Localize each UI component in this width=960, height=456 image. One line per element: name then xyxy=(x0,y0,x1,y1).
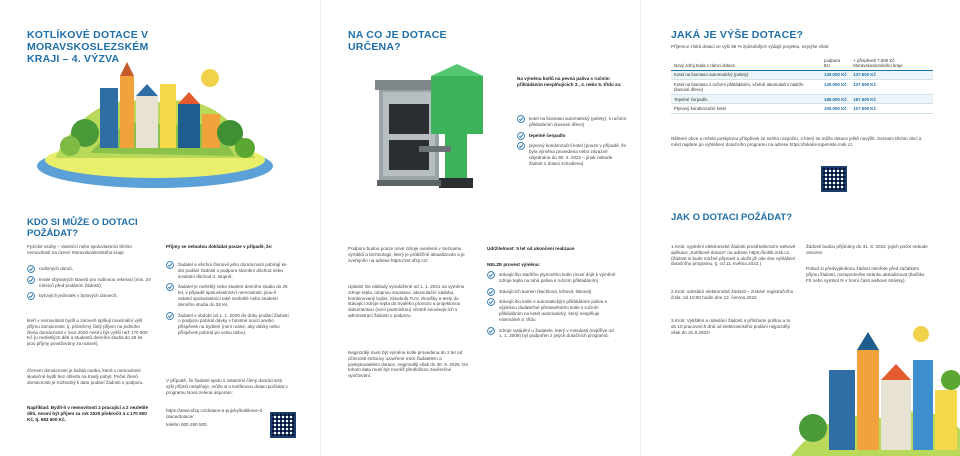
step-3: 3.Krok: Vytištění a odeslání žádosti s přílohami poštou a to do 10 pracovních dnů od elektronického podání nejpozději však do 31.8.2022! xyxy=(671,318,791,335)
leaflet-title: KOTLÍKOVÉ DOTACE V MORAVSKOSLEZSKÉM KRAJI – 4. VÝZVA xyxy=(27,29,149,65)
panel-amount xyxy=(640,0,960,456)
check-icon xyxy=(27,265,35,273)
income-phone: telefon 800 260 500. xyxy=(166,422,208,427)
list-item: plynový kondenzační kotel (pouze v případě, že byla výměna provedena nebo závazně objednána do 30. 4. 2022 – jinak nebude žádost o dotaci schválena) xyxy=(517,143,627,166)
purpose-title: NA CO JE DOTACE URČENA? xyxy=(348,29,447,53)
who-income-text: kteří v nemovitosti bydlí a zároveň splňují maximální výši příjmu domácnosti, tj. průměrný čistý příjem na jednoho člena domácnosti v roce 2020 nesmí být vyšší než 170 900 Kč (u nezletilých dětí a studentů denního studia do 26 let jsou příjmy považovány za nulové). xyxy=(27,318,148,347)
who-household-text: Členem domácnosti je každá osoba, která v nemovitosti skutečně bydlí bez ohledu na trvalý pobyt. Počet členů domácnosti je rozhodný k datu podání žádosti o podporu. xyxy=(27,368,144,385)
check-icon xyxy=(487,298,495,306)
step-1: 1.Krok: vyplnění elektronické žádosti prostřednictvím webové aplikace „Kotlíkové dotace“ na adrese https://kotlik.msk.cz. (Žádost si bude možné připravit a uložit již ode dne vyhlášení dotačního programu, tj. od 11. května 2022.) xyxy=(671,244,796,267)
purpose-list xyxy=(517,116,627,172)
income-link[interactable]: https://www.sfzp.cz/dotace-a-pujcky/kotlikove-dotace/dotace/ xyxy=(166,408,262,419)
check-icon xyxy=(487,288,495,296)
who-title: KDO SI MŮŽE O DOTACI POŽÁDAT? xyxy=(27,217,138,239)
table-row: Tepelné čerpadlo 180.000 Kč 187.500 Kč xyxy=(671,95,933,104)
list-item: rodinných domů, xyxy=(27,266,152,272)
check-icon xyxy=(487,271,495,279)
list-item: bytových jednotek v bytových domech, xyxy=(27,293,152,299)
who-intro: Fyzické osoby – vlastníci nebo spoluvlastníci těchto nemovitostí na území Moravskoslezského kraje: xyxy=(27,244,132,255)
forbidden-list xyxy=(487,272,617,344)
income-list xyxy=(166,262,291,341)
check-icon xyxy=(487,327,495,335)
income-title: Příjmy se nebudou dokládat pouze v případě, že: xyxy=(166,244,273,249)
amount-title: JAKÁ JE VÝŠE DOTACE? xyxy=(671,29,804,41)
table-row: Kotel na biomasu automatický (pelety) 130.000 Kč 137.500 Kč xyxy=(671,70,933,79)
purpose-intro: Na výměnu kotlů na pevná paliva s ručním přikládáním nesplňujících 3., 4. nebo 5. třídu za: xyxy=(517,76,622,87)
town-illustration xyxy=(791,310,960,456)
deadline-text: Nejpozději musí být výměna kotle provedena do 2 let od účinnosti smlouvy uzavřené mezi žadatelem a poskytovatelem dotace, nejpozději však do 30. 9. 2025. Do tohoto data musí být rovněž předloženo závěrečné vyúčtování. xyxy=(348,350,469,379)
municipality-note: Některé obce a města poskytnou příspěvek ze svého rozpočtu, o který se může dotace ještě navýšit. Seznam těchto obcí a měst najdete po vyhlášení dotačního programu na adrese https://lokalni-topeniste.msk.cz. xyxy=(671,136,922,147)
village-illustration xyxy=(30,48,280,188)
example-text: Například: Bydlí-li v nemovitosti 2 pracující a 2 nezletilé děti, nesmí být příjem za rok 2020 překročit 4 x 170 900 Kč, tj. 683 600 Kč. xyxy=(27,405,149,422)
step-note-1: Žádosti budou přijímány do 31. 8. 2022, jejich počet nebude omezen. xyxy=(806,244,928,255)
list-item: stávajícího kotle s automatickým přikládáním paliva s výjimkou dodatečné přestavěného kotle s ručním přikládáním na kotel automatický, který nesplňuje minimálně 3. třídu xyxy=(487,299,617,322)
check-icon xyxy=(166,283,174,291)
list-item: žadatel a všichni členové jeho domácnosti pobírají ke dni podání žádosti o podporu starobní důchod nebo invalidní důchod 3. stupně, xyxy=(166,262,291,279)
step-2: 2.Krok: odeslání elektronické žádosti – získání registračního čísla: od 10:00 hodin dne 13. června 2022. xyxy=(671,289,794,300)
check-icon xyxy=(517,115,525,123)
list-item: trvale obývaných staveb pro rodinnou rekreaci (min. 24 měsíců před podáním žádosti), xyxy=(27,277,152,289)
list-item: žadatel je nezletilý nebo student denního studia do 26 let, v případě spoluvlastnictví nemovitosti, jsou-li ostatní spoluvlastníci také nezletilé nebo studenti denního studia do 26 let, xyxy=(166,284,291,307)
panel-purpose xyxy=(320,0,640,456)
table-header: Nový zdroj tepla v rámci dotace podpora EU + příspěvek 7.500 Kč Moravskoslezského kraje xyxy=(671,56,933,70)
qr-code xyxy=(821,166,847,192)
amount-table xyxy=(671,56,933,114)
list-item: zdroje vytápění u žadatele, který v minulosti (nejdříve od 1. 1. 2009) byl podpořen z jiných dotačních programů. xyxy=(487,328,617,340)
amount-intro: Příjemce získá dotaci ve výši 95 % způsobilých výdajů projektu, nejvýše však: xyxy=(671,44,830,49)
table-row: Plynový kondenzační kotel 100.000 Kč 107.500 Kč xyxy=(671,104,933,113)
qr-code xyxy=(270,412,296,438)
list-item: stávajícího staršího plynového kotle (musí dojít k výměně zdroje tepla na tuhá paliva s ručním přikládáním) xyxy=(487,272,617,284)
boiler-illustration xyxy=(361,60,511,210)
list-item: stávajících kamen (kachlová, krbová, litinová) xyxy=(487,289,617,295)
check-icon xyxy=(166,312,174,320)
how-title: JAK O DOTACI POŽÁDAT? xyxy=(671,212,793,223)
list-item: žadatel v období od 1. 1. 2020 do doby podání žádosti o podporu pobíral dávky v hmotné nouzi anebo příspěvek na bydlení (není nutné, aby dávky nebo příspěvek pobíral po celou dobu). xyxy=(166,313,291,336)
list-item: tepelné čerpadlo xyxy=(517,133,627,139)
check-icon xyxy=(517,132,525,140)
svt-text: Podporu budou pouze nové zdroje uvedené v Seznamu výrobků a technologií, který je průběžně aktualizován a je zveřejněn na adrese https://svt.sfzp.cz/. xyxy=(348,246,465,263)
income-note: V případě, že žadatel spolu s ostatními členy domácnosti výši příjmů nesplňuje, může si o kotlíkovou dotaci požádat v programu Nová zelená úsporám: xyxy=(166,378,288,395)
who-list xyxy=(27,266,152,304)
table-row: Kotel na biomasu s ručním přikládáním, včetně akumulační nádrže (kusové dřevo) 130.000 Kč 137.500 Kč xyxy=(671,80,933,95)
check-icon xyxy=(27,276,35,284)
panel-who xyxy=(0,0,320,456)
check-icon xyxy=(166,261,174,269)
list-item: kotel na biomasu automatický (pelety), s ručním přikládáním (kusové dřevo) xyxy=(517,116,627,128)
check-icon xyxy=(27,292,35,300)
step-note-2: Pokud si předvyplněnou žádost otevřete před začátkem příjmu žádostí, nezapomeňte stránku aktualizovat (tlačítko F5 nebo symbol ⟳ v horní části webové stránky). xyxy=(806,266,925,283)
forbidden-title: NELZE provést výměnu: xyxy=(487,262,541,267)
check-icon xyxy=(517,142,525,150)
costs-text: Uplatnit lze náklady vynaložené od 1. 1. 2021 na výměnu zdroje tepla, otopnou soustavu, akumulační nádobu, kombinovaný bojler, zásobník TUV, zkoušky a testy do stávající zdroje tepla do trvalého provozu a projektovou dokumentaci (není podmínkou) včetně souvisejících s administrací žádosti o podporu. xyxy=(348,284,465,318)
sustainability-text: Udržitelnost: 5 let od ukončení realizace xyxy=(487,246,575,251)
